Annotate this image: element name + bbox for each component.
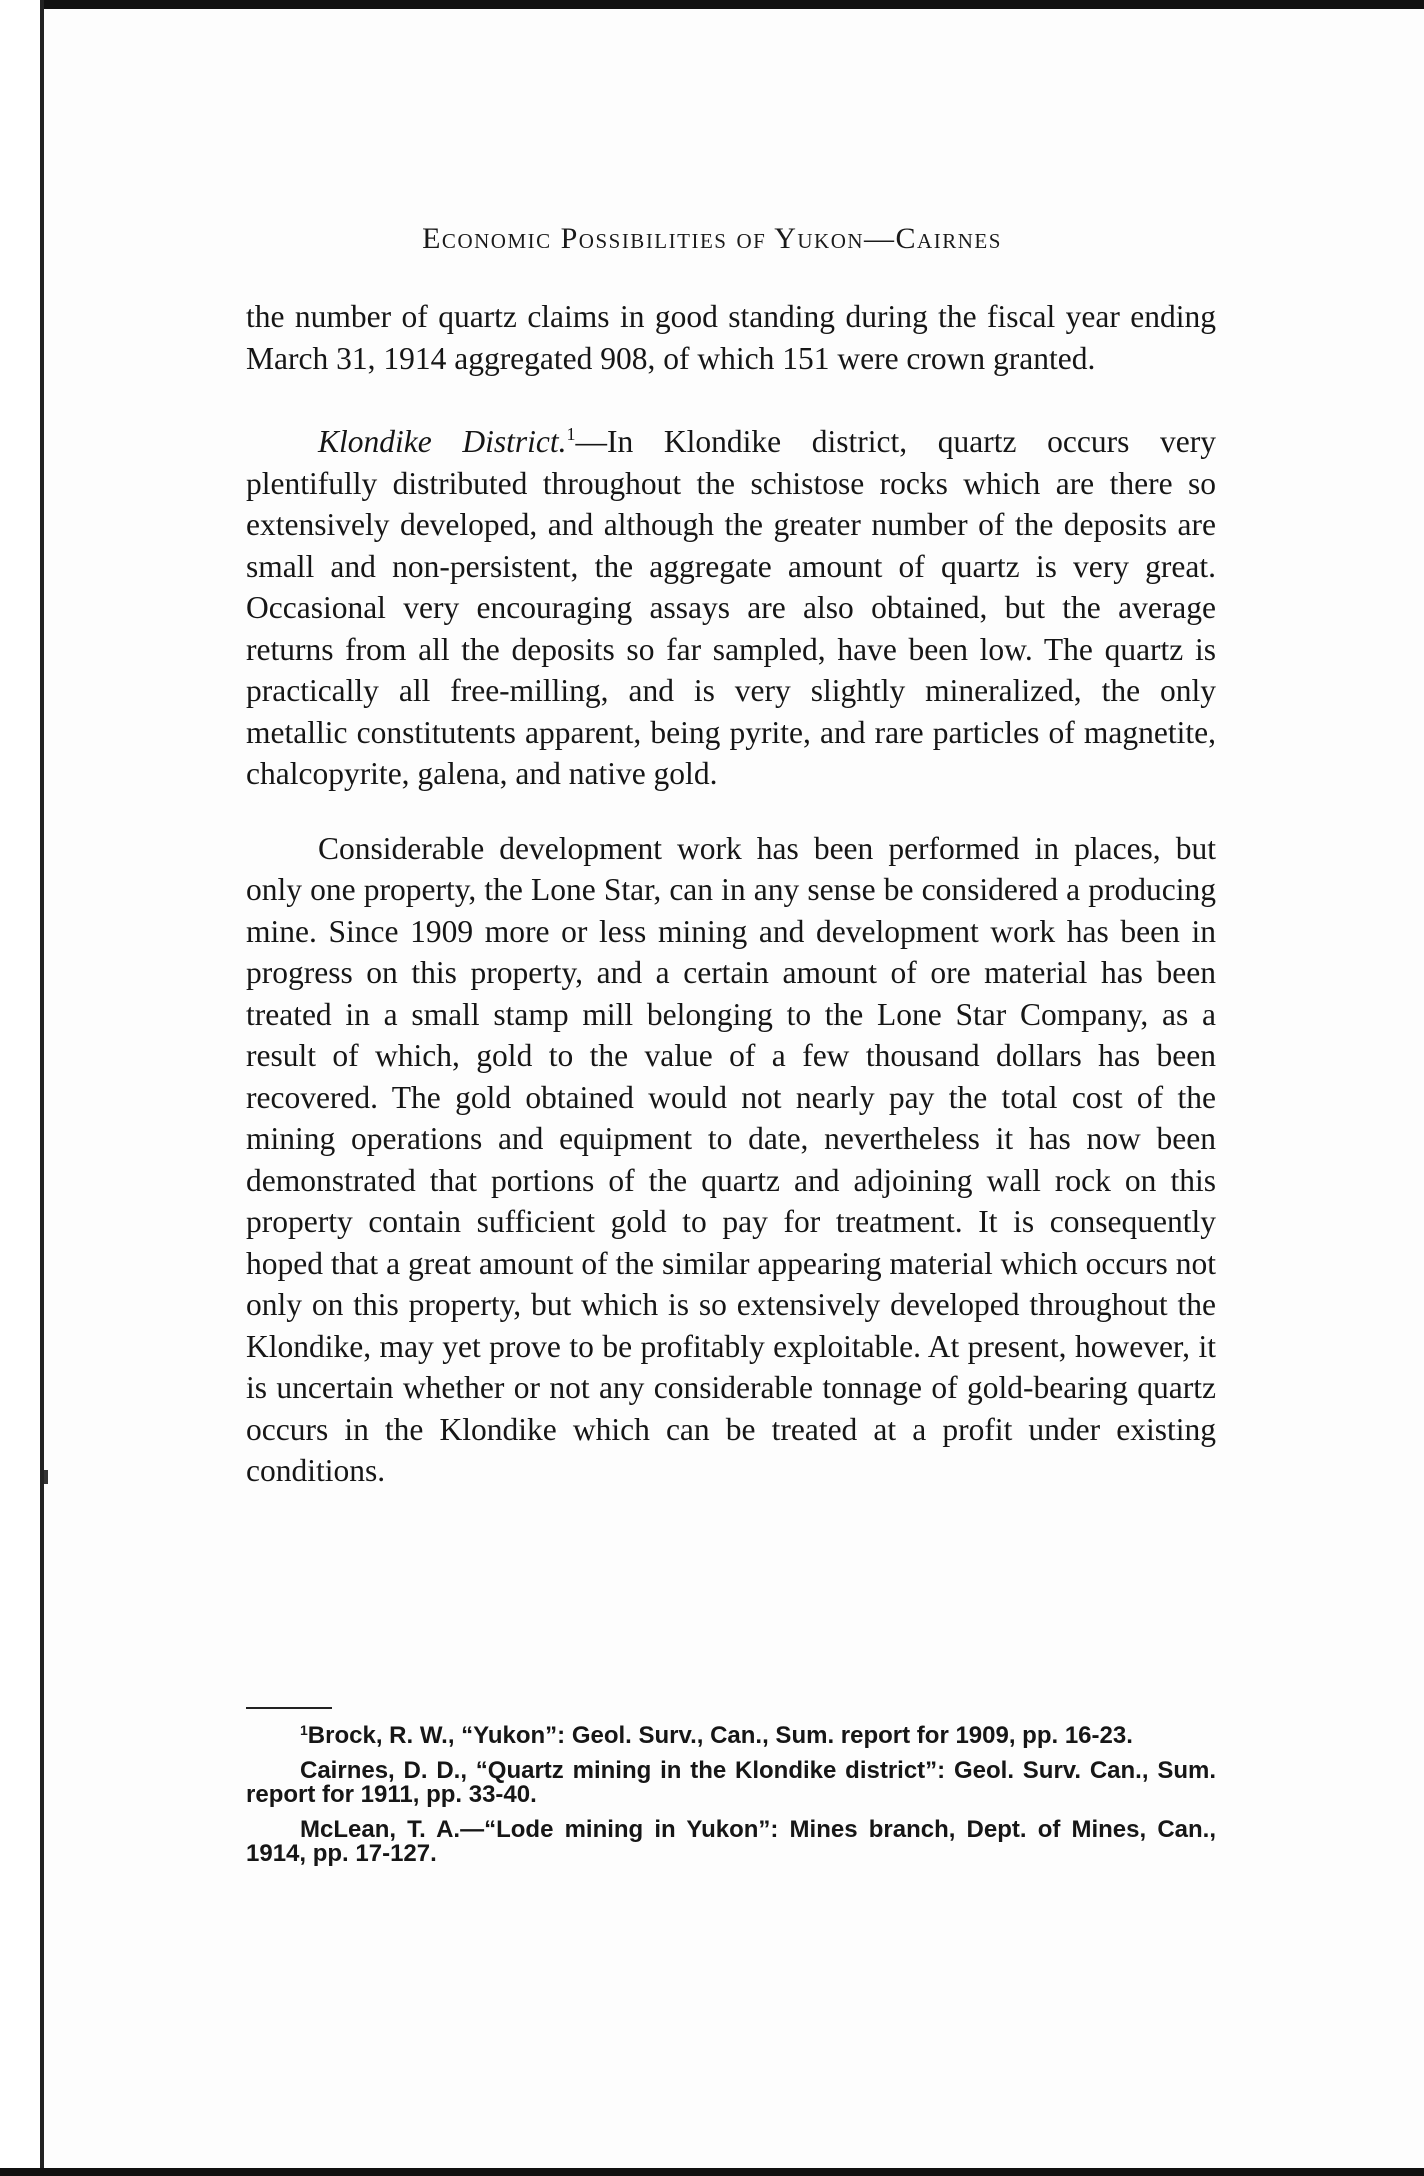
margin-mark: [44, 1470, 48, 1484]
footnote-2: Cairnes, D. D., “Quartz mining in the Klondike district”: Geol. Surv. Can., Sum. report for 1911, pp. 33-40.: [246, 1757, 1216, 1808]
scan-border-bottom: [0, 2168, 1424, 2176]
footnote-3: McLean, T. A.—“Lode mining in Yukon”: Mines branch, Dept. of Mines, Can., 1914, pp. 17-127.: [246, 1816, 1216, 1867]
footnotes: [246, 1724, 1216, 1877]
footnote-1-marker: 1: [300, 1722, 308, 1738]
footnote-rule: [246, 1707, 332, 1709]
footnote-1: [246, 1724, 1216, 1748]
scan-border-left: [0, 0, 44, 2176]
paragraph-klondike: [246, 421, 1216, 795]
scan-border-top: [0, 0, 1424, 9]
paragraph-klondike-body: —In Klondike district, quartz occurs very plentifully distributed throughout the schistose rocks which are there so extensively developed, and although the greater number of the deposits are small and non-persistent, the aggregate amount of quartz is very great. Occasional very encouraging assays are also obtained, but the average returns from all the deposits so far sampled, have been low. The quartz is practically all free-milling, and is very slightly mineralized, the only metallic constitutents apparent, being pyrite, and rare particles of magnetite, chalcopyrite, galena, and native gold.: [246, 424, 1216, 791]
paragraph-continuation: the number of quartz claims in good standing during the fiscal year ending March 31, 1914 aggregated 908, of which 151 were crown granted.: [246, 299, 1216, 376]
running-head: Economic Possibilities of Yukon—Cairnes: [422, 222, 1002, 255]
footnote-1-text: Brock, R. W., “Yukon”: Geol. Surv., Can., Sum. report for 1909, pp. 16-23.: [307, 1722, 1133, 1749]
paragraph-development: Considerable development work has been performed in places, but only one property, the Lone Star, can in any sense be considered a producing mine. Since 1909 more or less mining and development work has been in progress on this property, and a certain amount of ore material has been treated in a small stamp mill belonging to the Lone Star Company, as a result of which, gold to the value of a few thousand dollars has been recovered. The gold obtained would not nearly pay the total cost of the mining operations and equipment to date, nevertheless it has now been demonstrated that portions of the quartz and adjoining wall rock on this property contain sufficient gold to pay for treatment. It is consequently hoped that a great amount of the similar appearing material which occurs not only on this property, but which is so extensively developed throughout the Klondike, may yet prove to be profitably exploitable. At present, however, it is uncertain whether or not any considerable tonnage of gold-bearing quartz occurs in the Klondike which can be treated at a profit under existing conditions.: [246, 830, 1216, 1488]
section-heading-klondike-district: Klondike District.: [318, 424, 567, 459]
body-text: [246, 296, 1216, 1492]
footnote-reference: 1: [566, 424, 576, 444]
